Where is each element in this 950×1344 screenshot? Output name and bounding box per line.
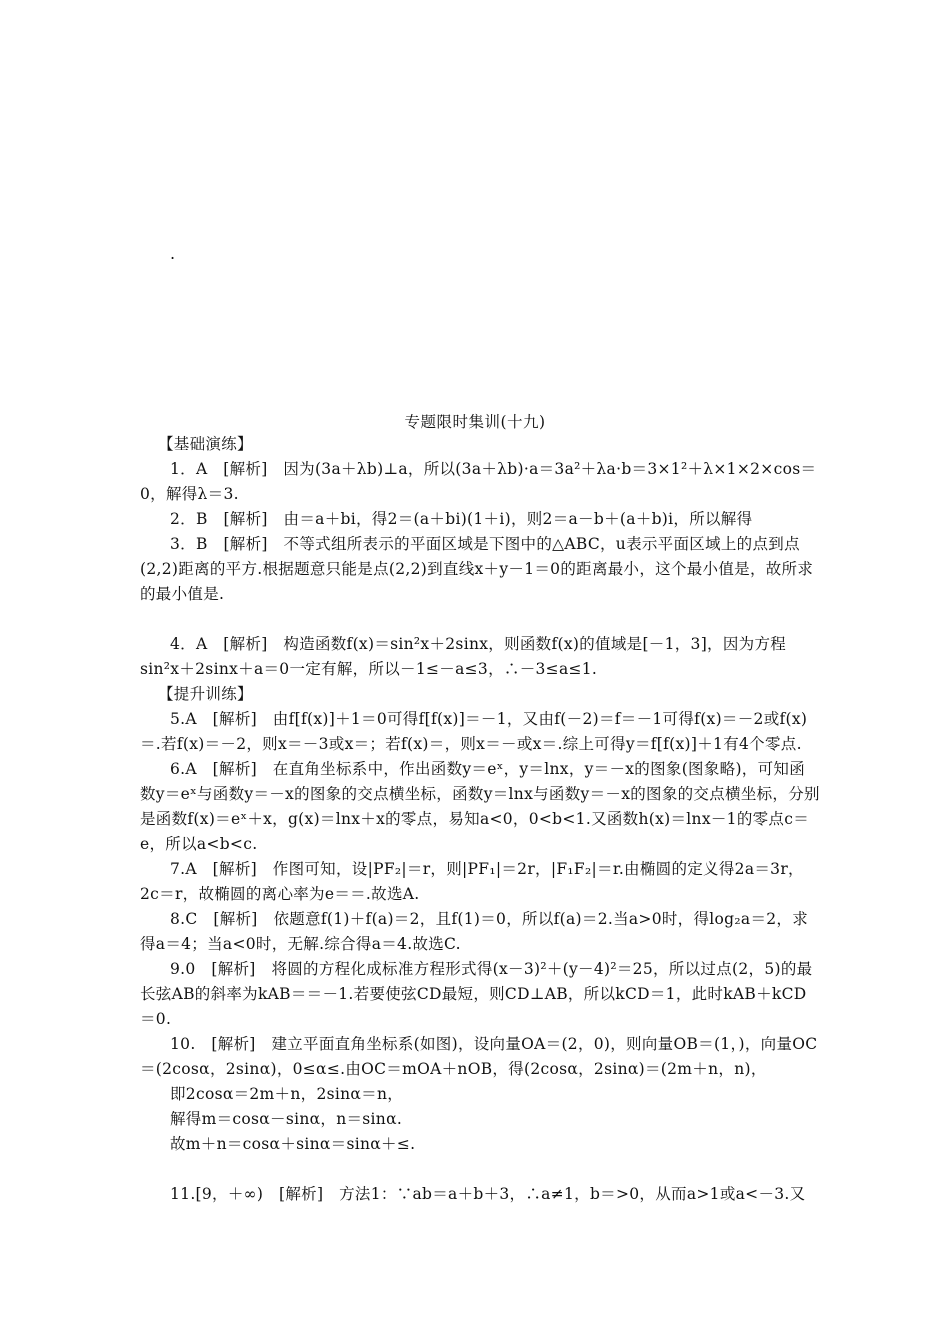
answer-item-10-line: 故m＋n＝cosα＋sinα＝sinα＋≤. — [170, 1135, 416, 1153]
answer-content — [140, 432, 820, 1207]
section-heading-advanced: 【提升训练】 — [158, 685, 253, 703]
answer-item-10-line: 即2cosα＝2m＋n，2sinα＝n， — [170, 1085, 404, 1103]
top-dot-mark: . — [170, 244, 176, 263]
answer-item-5: 5.A [解析] 由f[f(x)]＋1＝0可得f[f(x)]＝－1，又由f(－2)＝f＝－1可得f(x)＝－2或f(x)＝.若f(x)＝－2，则x＝－3或x＝；若f(x)＝，则x＝－或x＝.综上可得y＝f[f(x)]＋1有4个零点. — [140, 710, 808, 753]
answer-item-7: 7.A [解析] 作图可知，设|PF₂|＝r，则|PF₁|＝2r，|F₁F₂|＝r.由椭圆的定义得2a＝3r，2c＝r，故椭圆的离心率为e＝＝.故选A. — [140, 860, 804, 903]
answer-item-9: 9.0 [解析] 将圆的方程化成标准方程形式得(x－3)²＋(y－4)²＝25，所以过点(2，5)的最长弦AB的斜率为kAB＝＝－1.若要使弦CD最短，则CD⊥AB，所以kCD＝1，此时kAB＋kCD＝0. — [140, 960, 813, 1028]
answer-item-4: 4．A [解析] 构造函数f(x)＝sin²x＋2sinx，则函数f(x)的值域是[－1，3]，因为方程sin²x＋2sinx＋a＝0一定有解，所以－1≤－a≤3，∴－3≤a≤1. — [140, 635, 787, 678]
page-title: 专题限时集训(十九) — [404, 413, 546, 431]
answer-item-10-line: 解得m＝cosα－sinα，n＝sinα. — [170, 1110, 403, 1128]
answer-item-11: 11.[9，＋∞) [解析] 方法1：∵ab＝a＋b＋3，∴a≠1，b＝>0，从而a>1或a<－3.又 — [170, 1185, 806, 1203]
answer-item-1: 1．A [解析] 因为(3a＋λb)⊥a，所以(3a＋λb)·a＝3a²＋λa·b＝3×1²＋λ×1×2×cos＝0，解得λ＝3. — [140, 460, 817, 503]
answer-item-3: 3．B [解析] 不等式组所表示的平面区域是下图中的△ABC，u表示平面区域上的点到点(2,2)距离的平方.根据题意只能是点(2,2)到直线x＋y－1＝0的距离最小，这个最小值是，故所求的最小值是. — [140, 535, 814, 603]
section-heading-basic: 【基础演练】 — [158, 435, 253, 453]
answer-item-10: 10. [解析] 建立平面直角坐标系(如图)，设向量OA＝(2，0)，则向量OB＝(1，)，向量OC＝(2cosα，2sinα)，0≤α≤.由OC＝mOA＋nOB，得(2cosα，2sinα)＝(2m＋n，n)， — [140, 1035, 818, 1078]
answer-item-8: 8.C [解析] 依题意f(1)＋f(a)＝2，且f(1)＝0，所以f(a)＝2.当a>0时，得log₂a＝2，求得a＝4；当a<0时，无解.综合得a＝4.故选C. — [140, 910, 809, 953]
answer-item-6: 6.A [解析] 在直角坐标系中，作出函数y＝eˣ，y＝lnx，y＝－x的图象(图象略)，可知函数y＝eˣ与函数y＝－x的图象的交点横坐标，函数y＝lnx与函数y＝－x的图象的交点横坐标，分别是函数f(x)＝eˣ＋x，g(x)＝lnx＋x的零点，易知a<0，0<b<1.又函数h(x)＝lnx－1的零点c＝e，所以a<b<c. — [140, 760, 820, 853]
answer-item-2: 2．B [解析] 由＝a＋bi，得2＝(a＋bi)(1＋i)，则2＝a－b＋(a＋b)i，所以解得 — [170, 510, 753, 528]
